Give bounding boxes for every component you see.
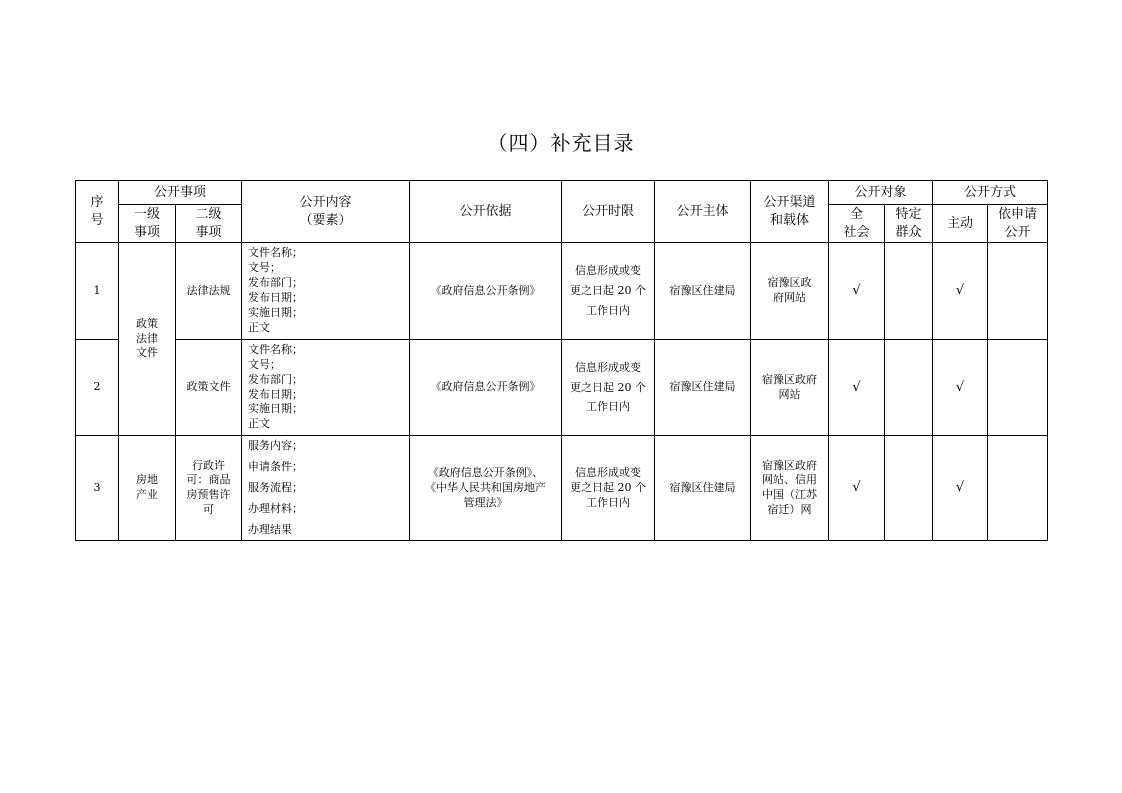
catalog-table: [75, 180, 1048, 541]
check-active: √: [933, 436, 988, 541]
header-seq: 序 号: [76, 181, 119, 243]
header-object-specific: 特定 群众: [885, 205, 933, 243]
row-subject: 宿豫区住建局: [655, 243, 751, 340]
check-specific: [885, 340, 933, 436]
header-level1: 一级 事项: [119, 205, 176, 243]
row-content: 文件名称； 文号； 发布部门； 发布日期； 实施日期； 正文: [242, 340, 410, 436]
header-method-request: 依申请 公开: [988, 205, 1048, 243]
row-seq: 3: [76, 436, 119, 541]
row-level2: 政策文件: [176, 340, 242, 436]
table-row: [76, 243, 1048, 340]
check-specific: [885, 243, 933, 340]
check-active: √: [933, 340, 988, 436]
row-content: 文件名称； 文号； 发布部门； 发布日期； 实施日期； 正文: [242, 243, 410, 340]
header-method-active: 主动: [933, 205, 988, 243]
check-active: √: [933, 243, 988, 340]
header-object: 公开对象: [829, 181, 933, 205]
level1-policy: 政策 法律 文件: [119, 243, 176, 436]
table-row: [76, 340, 1048, 436]
header-basis: 公开依据: [410, 181, 562, 243]
check-all: √: [829, 340, 885, 436]
header-object-all: 全 社会: [829, 205, 885, 243]
row-seq: 1: [76, 243, 119, 340]
row-content: 服务内容； 申请条件； 服务流程； 办理材料； 办理结果: [242, 436, 410, 541]
row-time: 信息形成或变 更之日起 20 个 工作日内: [562, 340, 655, 436]
row-subject: 宿豫区住建局: [655, 340, 751, 436]
row-time: 信息形成或变 更之日起 20 个 工作日内: [562, 436, 655, 541]
row-channel: 宿豫区政府 网站: [751, 340, 829, 436]
row-time: 信息形成或变 更之日起 20 个 工作日内: [562, 243, 655, 340]
header-level2: 二级 事项: [176, 205, 242, 243]
table-row: [76, 436, 1048, 541]
header-time: 公开时限: [562, 181, 655, 243]
header-channel: 公开渠道 和载体: [751, 181, 829, 243]
header-subject: 公开主体: [655, 181, 751, 243]
row-channel: 宿豫区政 府网站: [751, 243, 829, 340]
row-channel: 宿豫区政府 网站、信用 中国（江苏 宿迁）网: [751, 436, 829, 541]
row-level2: 行政许 可：商品 房预售许 可: [176, 436, 242, 541]
check-specific: [885, 436, 933, 541]
row-seq: 2: [76, 340, 119, 436]
level1-realestate: 房地 产业: [119, 436, 176, 541]
check-all: √: [829, 243, 885, 340]
row-basis: 《政府信息公开条例》: [410, 243, 562, 340]
row-subject: 宿豫区住建局: [655, 436, 751, 541]
check-all: √: [829, 436, 885, 541]
page-title: （四）补充目录: [487, 131, 635, 155]
header-method: 公开方式: [933, 181, 1048, 205]
row-basis: 《政府信息公开条例》、 《中华人民共和国房地产 管理法》: [410, 436, 562, 541]
header-row-1: [76, 181, 1048, 205]
header-matter: 公开事项: [119, 181, 242, 205]
row-level2: 法律法规: [176, 243, 242, 340]
check-request: [988, 340, 1048, 436]
row-basis: 《政府信息公开条例》: [410, 340, 562, 436]
check-request: [988, 436, 1048, 541]
header-content: 公开内容 （要素）: [242, 181, 410, 243]
check-request: [988, 243, 1048, 340]
